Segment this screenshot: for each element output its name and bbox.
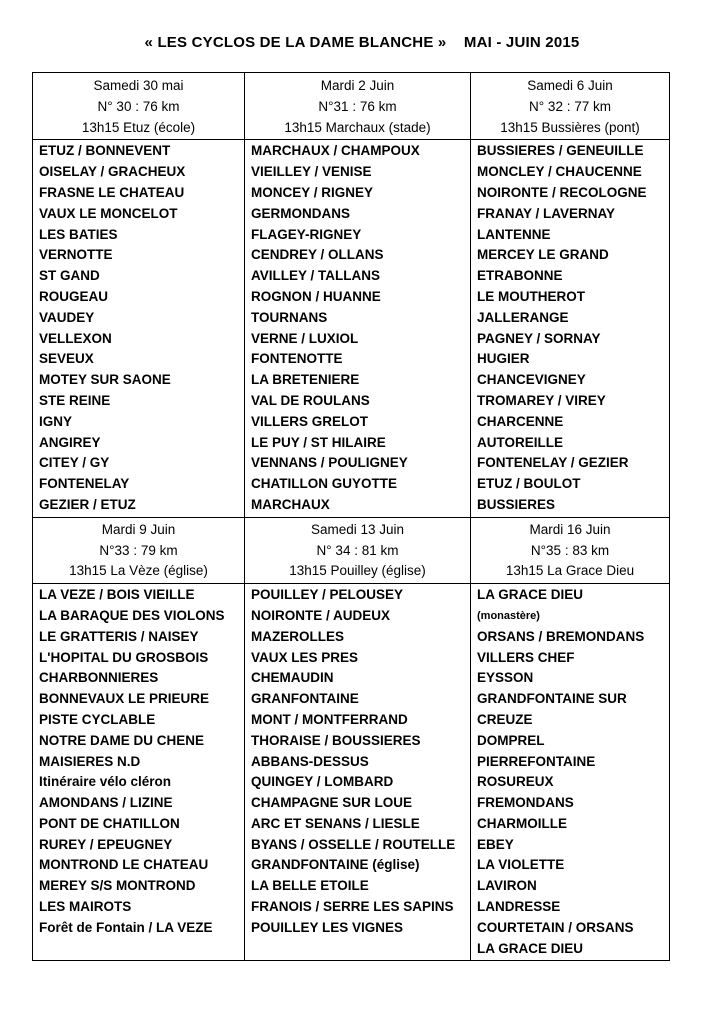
stop-item: FONTENELAY / GEZIER bbox=[477, 455, 629, 471]
stop-item: CENDREY / OLLANS bbox=[251, 247, 384, 263]
stop-item: FRANAY / LAVERNAY bbox=[477, 205, 616, 221]
stop-item: NOIRONTE / RECOLOGNE bbox=[477, 184, 647, 200]
stop-item: FONTENOTTE bbox=[251, 351, 343, 367]
stop-item: EYSSON bbox=[477, 670, 534, 686]
stop-item: VAUX LES PRES bbox=[251, 649, 359, 665]
stop-item: CHATILLON GUYOTTE bbox=[251, 476, 397, 492]
ride-header-cell bbox=[471, 73, 670, 140]
ride-number: N° 32 : 77 km bbox=[529, 98, 611, 114]
stop-item: ORSANS / BREMONDANS bbox=[477, 628, 645, 644]
stop-item: LAVIRON bbox=[477, 878, 537, 894]
ride-header bbox=[33, 518, 244, 583]
stop-item: ARC ET SENANS / LIESLE bbox=[251, 815, 420, 831]
ride-number: N° 34 : 81 km bbox=[316, 542, 399, 558]
ride-header bbox=[245, 518, 470, 583]
stop-item: RUREY / EPEUGNEY bbox=[39, 836, 173, 852]
stop-item: ROGNON / HUANNE bbox=[251, 288, 381, 304]
stop-item: LA VIOLETTE bbox=[477, 857, 565, 873]
stop-item: MEREY S/S MONTROND bbox=[39, 878, 196, 894]
stop-item: LE MOUTHEROT bbox=[477, 288, 585, 304]
stop-item: MARCHAUX / CHAMPOUX bbox=[251, 143, 420, 159]
ride-header-cell bbox=[245, 517, 471, 583]
stop-item: BUSSIERES bbox=[477, 496, 556, 512]
stop-item: MONTROND LE CHATEAU bbox=[39, 857, 209, 873]
ride-stops-row bbox=[33, 140, 670, 517]
ride-header bbox=[245, 73, 470, 139]
ride-start: 13h15 Etuz (école) bbox=[81, 119, 196, 135]
stop-item: AVILLEY / TALLANS bbox=[251, 268, 381, 284]
stop-item: MARCHAUX bbox=[251, 496, 330, 512]
stop-item: VAUDEY bbox=[39, 309, 95, 325]
stop-list bbox=[471, 584, 669, 960]
stop-item: VERNOTTE bbox=[39, 247, 113, 263]
stop-item: AMONDANS / LIZINE bbox=[39, 795, 173, 811]
stop-item: VILLERS GRELOT bbox=[251, 413, 369, 429]
ride-number: N° 30 : 76 km bbox=[97, 98, 180, 114]
stop-item: NOIRONTE / AUDEUX bbox=[251, 607, 391, 623]
stop-item: NOTRE DAME DU CHENE bbox=[39, 732, 205, 748]
stop-list bbox=[33, 584, 244, 940]
stop-item: PONT DE CHATILLON bbox=[39, 815, 180, 831]
ride-start: 13h15 La Vèze (église) bbox=[69, 563, 208, 579]
stop-item: VAL DE ROULANS bbox=[251, 392, 370, 408]
stop-list bbox=[245, 584, 470, 940]
stop-item: LES MAIROTS bbox=[39, 899, 132, 915]
stop-item: LA BRETENIERE bbox=[251, 372, 360, 388]
ride-number: N°33 : 79 km bbox=[99, 542, 178, 558]
stop-item: MOTEY SUR SAONE bbox=[39, 372, 171, 388]
stop-item: BONNEVAUX LE PRIEURE bbox=[39, 691, 210, 707]
stop-item: CREUZE bbox=[477, 711, 533, 727]
stop-item: FONTENELAY bbox=[39, 476, 130, 492]
ride-number: N°35 : 83 km bbox=[530, 542, 610, 558]
ride-number: N°31 : 76 km bbox=[318, 98, 397, 114]
stop-item: VELLEXON bbox=[39, 330, 112, 346]
stop-item: CHARBONNIERES bbox=[39, 670, 159, 686]
stop-item: LA BELLE ETOILE bbox=[251, 878, 369, 894]
stop-item: Itinéraire vélo cléron bbox=[39, 774, 172, 790]
stop-item: IGNY bbox=[39, 413, 73, 429]
stop-item: PIERREFONTAINE bbox=[477, 753, 596, 769]
stop-item: CHEMAUDIN bbox=[251, 670, 334, 686]
stop-item: VENNANS / POULIGNEY bbox=[251, 455, 408, 471]
ride-start: 13h15 Pouilley (église) bbox=[289, 563, 426, 579]
ride-stops-cell bbox=[245, 140, 471, 517]
stop-item: FRANOIS / SERRE LES SAPINS bbox=[251, 899, 454, 915]
ride-stops-cell bbox=[33, 140, 245, 517]
stop-item: MERCEY LE GRAND bbox=[477, 247, 609, 263]
ride-start: 13h15 Bussières (pont) bbox=[500, 119, 640, 135]
stop-item: POUILLEY / PELOUSEY bbox=[251, 587, 404, 603]
ride-header-row bbox=[33, 73, 670, 140]
stop-item: LA GRACE DIEU bbox=[477, 940, 584, 956]
stop-item: ANGIREY bbox=[39, 434, 101, 450]
stop-item: PISTE CYCLABLE bbox=[39, 711, 156, 727]
stop-item: ST GAND bbox=[39, 268, 100, 284]
stop-item: VIEILLEY / VENISE bbox=[251, 164, 372, 180]
stop-item: GEZIER / ETUZ bbox=[39, 496, 136, 512]
ride-header-cell bbox=[33, 517, 245, 583]
stop-item: CHARMOILLE bbox=[477, 815, 567, 831]
stop-item: MAZEROLLES bbox=[251, 628, 344, 644]
ride-header-cell bbox=[471, 517, 670, 583]
stop-item: LA GRACE DIEU bbox=[477, 587, 584, 603]
ride-header bbox=[471, 73, 669, 139]
stop-item: GRANDFONTAINE (église) bbox=[251, 857, 420, 873]
stop-item: ETUZ / BONNEVENT bbox=[39, 143, 171, 159]
ride-header-cell bbox=[245, 73, 471, 140]
ride-stops-cell bbox=[471, 584, 670, 961]
ride-start: 13h15 La Grace Dieu bbox=[505, 563, 635, 579]
ride-date: Samedi 13 Juin bbox=[310, 521, 405, 537]
stop-item: LA VEZE / BOIS VIEILLE bbox=[39, 587, 195, 603]
ride-stops-cell bbox=[245, 584, 471, 961]
schedule-table bbox=[32, 72, 670, 961]
ride-header-cell bbox=[33, 73, 245, 140]
stop-item: MONT / MONTFERRAND bbox=[251, 711, 408, 727]
ride-date: Samedi 6 Juin bbox=[527, 78, 613, 93]
stop-item: POUILLEY LES VIGNES bbox=[251, 919, 404, 935]
ride-header bbox=[33, 73, 244, 139]
stop-item: BYANS / OSSELLE / ROUTELLE bbox=[251, 836, 456, 852]
stop-item: CHARCENNE bbox=[477, 413, 564, 429]
stop-item: DOMPREL bbox=[477, 732, 545, 748]
stop-item: GRANDFONTAINE SUR bbox=[477, 691, 627, 707]
stop-item: VILLERS CHEF bbox=[477, 649, 575, 665]
stop-item: LES BATIES bbox=[39, 226, 118, 242]
stop-item: FRASNE LE CHATEAU bbox=[39, 184, 185, 200]
stop-item: Forêt de Fontain / LA VEZE bbox=[39, 919, 213, 935]
stop-item: ROSUREUX bbox=[477, 774, 554, 790]
stop-item: TROMAREY / VIREY bbox=[477, 392, 606, 408]
stop-item: ETUZ / BOULOT bbox=[477, 476, 581, 492]
stop-item: EBEY bbox=[477, 836, 514, 852]
stop-item: ROUGEAU bbox=[39, 288, 109, 304]
stop-item: LE PUY / ST HILAIRE bbox=[251, 434, 386, 450]
stop-item: FREMONDANS bbox=[477, 795, 574, 811]
stop-item: LE GRATTERIS / NAISEY bbox=[39, 628, 199, 644]
ride-date: Mardi 16 Juin bbox=[529, 521, 611, 537]
stop-item: CITEY / GY bbox=[39, 455, 110, 471]
stop-item: COURTETAIN / ORSANS bbox=[477, 919, 634, 935]
stop-item: TOURNANS bbox=[251, 309, 328, 325]
stop-item: THORAISE / BOUSSIERES bbox=[251, 732, 421, 748]
stop-list bbox=[33, 140, 244, 516]
stop-item: GERMONDANS bbox=[251, 205, 351, 221]
stop-item: OISELAY / GRACHEUX bbox=[39, 164, 186, 180]
stop-item: (monastère) bbox=[477, 609, 540, 622]
stop-item: SEVEUX bbox=[39, 351, 94, 367]
ride-date: Mardi 2 Juin bbox=[320, 78, 395, 93]
page-title: « LES CYCLOS DE LA DAME BLANCHE » MAI - JUIN 2015 bbox=[144, 34, 580, 51]
stop-item: MAISIERES N.D bbox=[39, 753, 141, 769]
stop-item: HUGIER bbox=[477, 351, 530, 367]
ride-stops-cell bbox=[33, 584, 245, 961]
ride-stops-cell bbox=[471, 140, 670, 517]
stop-item: LA BARAQUE DES VIOLONS bbox=[39, 607, 225, 623]
stop-item: ABBANS-DESSUS bbox=[251, 753, 369, 769]
stop-item: LANDRESSE bbox=[477, 899, 561, 915]
stop-item: ETRABONNE bbox=[477, 268, 563, 284]
stop-item: PAGNEY / SORNAY bbox=[477, 330, 601, 346]
ride-header-row bbox=[33, 517, 670, 583]
ride-header bbox=[471, 518, 669, 583]
stop-item: STE REINE bbox=[39, 392, 111, 408]
stop-list bbox=[471, 140, 669, 516]
stop-item: VERNE / LUXIOL bbox=[251, 330, 359, 346]
stop-item: L'HOPITAL DU GROSBOIS bbox=[39, 649, 209, 665]
stop-item: FLAGEY-RIGNEY bbox=[251, 226, 362, 242]
stop-list bbox=[245, 140, 470, 516]
ride-date: Mardi 9 Juin bbox=[101, 521, 176, 537]
stop-item: CHANCEVIGNEY bbox=[477, 372, 586, 388]
stop-item: GRANFONTAINE bbox=[251, 691, 359, 707]
stop-item: BUSSIERES / GENEUILLE bbox=[477, 143, 644, 159]
stop-item: JALLERANGE bbox=[477, 309, 569, 325]
ride-date: Samedi 30 mai bbox=[93, 78, 184, 93]
stop-item: MONCEY / RIGNEY bbox=[251, 184, 374, 200]
stop-item: LANTENNE bbox=[477, 226, 551, 242]
stop-item: CHAMPAGNE SUR LOUE bbox=[251, 795, 413, 811]
ride-start: 13h15 Marchaux (stade) bbox=[284, 119, 431, 135]
ride-stops-row bbox=[33, 584, 670, 961]
stop-item: VAUX LE MONCELOT bbox=[39, 205, 178, 221]
stop-item: MONCLEY / CHAUCENNE bbox=[477, 164, 642, 180]
stop-item: AUTOREILLE bbox=[477, 434, 564, 450]
stop-item: QUINGEY / LOMBARD bbox=[251, 774, 394, 790]
